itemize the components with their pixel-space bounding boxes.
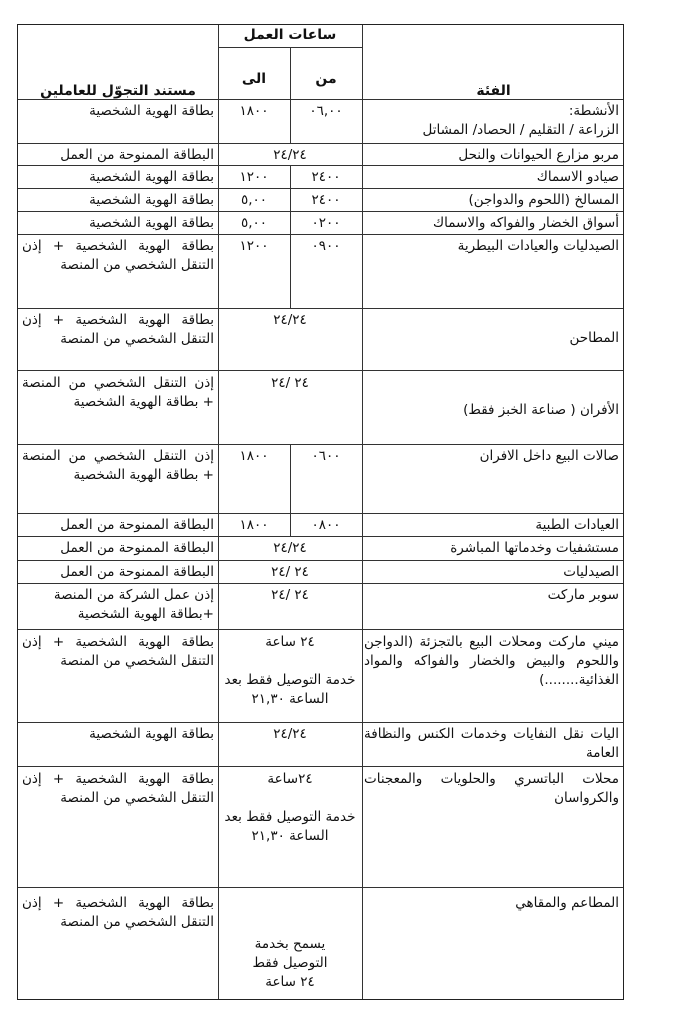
- document-cell: بطاقة الهوية الشخصية + إذن التنقل الشخصي من المنصة: [22, 771, 214, 806]
- document-cell: بطاقة الهوية الشخصية: [89, 726, 214, 742]
- category-cell: محلات الباتسري والحلويات والمعجنات والكرواسان: [364, 771, 619, 806]
- row-divider: [18, 211, 623, 212]
- document-cell: البطاقة الممنوحة من العمل: [60, 517, 214, 533]
- hours-cell: ٢٤ /٢٤: [271, 564, 309, 580]
- category-cell: اليات نقل النفايات وخدمات الكنس والنظافة العامة: [364, 726, 619, 761]
- row-divider: [18, 766, 623, 767]
- category-cell: صالات البيع داخل الافران: [479, 448, 619, 464]
- row-divider: [18, 536, 623, 537]
- document-cell: بطاقة الهوية الشخصية + إذن التنقل الشخصي من المنصة: [22, 634, 214, 669]
- from-cell: ٢٤٠٠: [311, 192, 341, 208]
- row-divider: [18, 722, 623, 723]
- row-divider: [18, 188, 623, 189]
- document-cell: البطاقة الممنوحة من العمل: [60, 540, 214, 556]
- category-cell: أسواق الخضار والفواكه والاسماك: [433, 215, 619, 231]
- category-cell: المطاعم والمقاهي: [515, 895, 619, 911]
- document-cell: إذن عمل الشركة من المنصة +بطاقة الهوية الشخصية: [53, 587, 214, 622]
- document-cell: البطاقة الممنوحة من العمل: [60, 564, 214, 580]
- category-cell: الصيدليات: [563, 564, 619, 580]
- hours-value: ٢٤ساعة: [267, 771, 313, 787]
- document-cell: بطاقة الهوية الشخصية: [89, 192, 214, 208]
- to-cell: ٥,٠٠: [240, 215, 268, 231]
- category-cell: العيادات الطبية: [535, 517, 619, 533]
- hours-cell: يسمح بخدمة التوصيل فقط ٢٤ ساعة: [252, 936, 328, 990]
- document-cell: إذن التنقل الشخصي من المنصة + بطاقة الهوية الشخصية: [22, 448, 214, 483]
- to-cell: ١٢٠٠: [239, 238, 269, 254]
- row-divider: [18, 308, 623, 309]
- category-cell: سوبر ماركت: [547, 587, 619, 603]
- from-cell: ٠٩٠٠: [311, 238, 341, 254]
- hours-note: خدمة التوصيل فقط بعد الساعة ٢١,٣٠: [224, 809, 356, 844]
- from-cell: ٢٤٠٠: [311, 169, 341, 185]
- category-cell: الصيدليات والعيادات البيطرية: [457, 238, 619, 254]
- document-cell: البطاقة الممنوحة من العمل: [60, 147, 214, 163]
- category-cell: الأنشطة: الزراعة / التقليم / الحصاد/ المشاتل: [422, 103, 619, 138]
- row-divider: [18, 583, 623, 584]
- document-cell: بطاقة الهوية الشخصية: [89, 103, 214, 119]
- document-cell: بطاقة الهوية الشخصية: [89, 215, 214, 231]
- header-work-hours: ساعات العمل: [243, 27, 337, 43]
- document-cell: بطاقة الهوية الشخصية + إذن التنقل الشخصي من المنصة: [22, 895, 214, 930]
- from-cell: ٠٦,٠٠: [309, 103, 343, 119]
- category-cell: ميني ماركت ومحلات البيع بالتجزئة (الدواجن واللحوم والبيض والخضار والفواكه والمواد الغذائية........): [364, 634, 619, 688]
- row-divider: [18, 513, 623, 514]
- row-divider: [18, 629, 623, 630]
- category-cell: مربو مزارع الحيوانات والنحل: [458, 147, 619, 163]
- header-category: الفئة: [476, 83, 511, 99]
- row-divider: [18, 370, 623, 371]
- header-from: من: [315, 71, 337, 87]
- row-divider: [18, 887, 623, 888]
- hours-cell: [218, 769, 362, 847]
- hours-note: خدمة التوصيل فقط بعد الساعة ٢١,٣٠: [224, 672, 356, 707]
- category-cell: الأفران ( صناعة الخبز فقط): [463, 402, 619, 418]
- document-cell: بطاقة الهوية الشخصية + إذن التنقل الشخصي من المنصة: [22, 238, 214, 273]
- schedule-table: [17, 24, 624, 1000]
- category-cell: صيادو الاسماك: [536, 169, 619, 185]
- document-cell: إذن التنقل الشخصي من المنصة + بطاقة الهوية الشخصية: [22, 375, 214, 410]
- row-divider: [18, 234, 623, 235]
- document-cell: بطاقة الهوية الشخصية: [89, 169, 214, 185]
- hours-value: ٢٤ ساعة: [265, 634, 315, 650]
- to-cell: ١٨٠٠: [239, 517, 269, 533]
- hours-cell: ٢٤ /٢٤: [271, 587, 309, 603]
- from-cell: ٠٨٠٠: [311, 517, 341, 533]
- from-cell: ٠٢٠٠: [311, 215, 341, 231]
- to-cell: ٥,٠٠: [240, 192, 268, 208]
- from-cell: ٠٦٠٠: [311, 448, 341, 464]
- row-divider: [18, 99, 623, 100]
- to-cell: ١٨٠٠: [239, 103, 269, 119]
- header-document: مستند التجوّل للعاملين: [40, 83, 196, 99]
- hours-cell: ٢٤/٢٤: [273, 147, 307, 163]
- document-cell: بطاقة الهوية الشخصية + إذن التنقل الشخصي من المنصة: [22, 312, 214, 347]
- category-cell: مستشفيات وخدماتها المباشرة: [450, 540, 619, 556]
- hours-cell: ٢٤/٢٤: [273, 726, 307, 742]
- row-divider: [18, 444, 623, 445]
- hours-cell: [218, 632, 362, 710]
- row-divider: [18, 143, 623, 144]
- hours-cell: ٢٤/٢٤: [273, 540, 307, 556]
- hours-cell: ٢٤ /٢٤: [271, 375, 309, 391]
- category-cell: المطاحن: [569, 330, 619, 346]
- category-cell: المسالخ (اللحوم والدواجن): [468, 192, 619, 208]
- to-cell: ١٨٠٠: [239, 448, 269, 464]
- to-cell: ١٢٠٠: [239, 169, 269, 185]
- header-to: الى: [241, 71, 267, 87]
- hours-cell: ٢٤/٢٤: [273, 312, 307, 328]
- row-divider: [18, 560, 623, 561]
